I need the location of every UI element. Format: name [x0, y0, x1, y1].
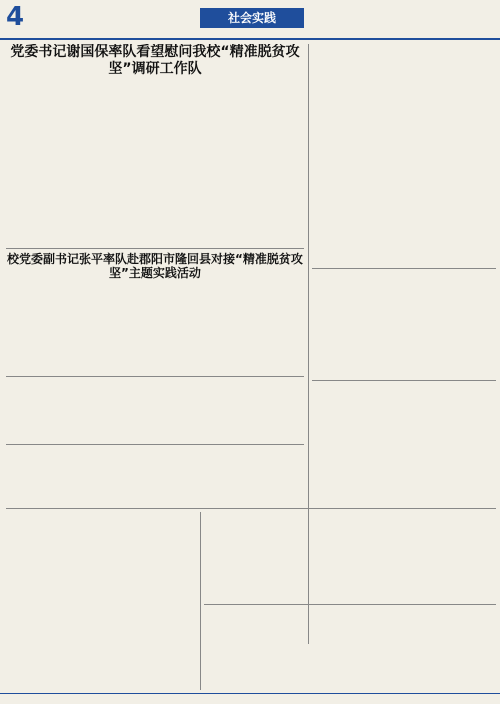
- article-1: [6, 44, 304, 254]
- article-2: [312, 44, 496, 264]
- article-11: [204, 608, 496, 690]
- top-rule: [0, 38, 500, 40]
- separator: [312, 268, 496, 269]
- separator: [6, 376, 304, 377]
- separator: [6, 444, 304, 445]
- footer: [0, 693, 500, 704]
- article-7: [6, 448, 304, 504]
- separator: [204, 604, 496, 605]
- article-4: [312, 272, 496, 377]
- section-title: 社会实践: [200, 8, 304, 28]
- masthead: [0, 0, 500, 40]
- article-3-title: 校党委副书记张平率队赴郡阳市隆回县对接“精准脱贫攻坚”主题实践活动: [7, 252, 303, 281]
- article-1-title: 党委书记谢国保率队看望慰问我校“精准脱贫攻坚”调研工作队: [10, 44, 300, 77]
- article-3: [6, 252, 304, 372]
- page-number: 4: [6, 2, 25, 32]
- article-6: [312, 384, 496, 462]
- article-8: [6, 512, 196, 690]
- separator: [6, 508, 496, 509]
- separator: [6, 248, 304, 249]
- article-10: [360, 512, 496, 602]
- article-9: [204, 512, 354, 602]
- separator: [312, 380, 496, 381]
- article-5: [6, 380, 304, 442]
- column-separator: [200, 512, 201, 690]
